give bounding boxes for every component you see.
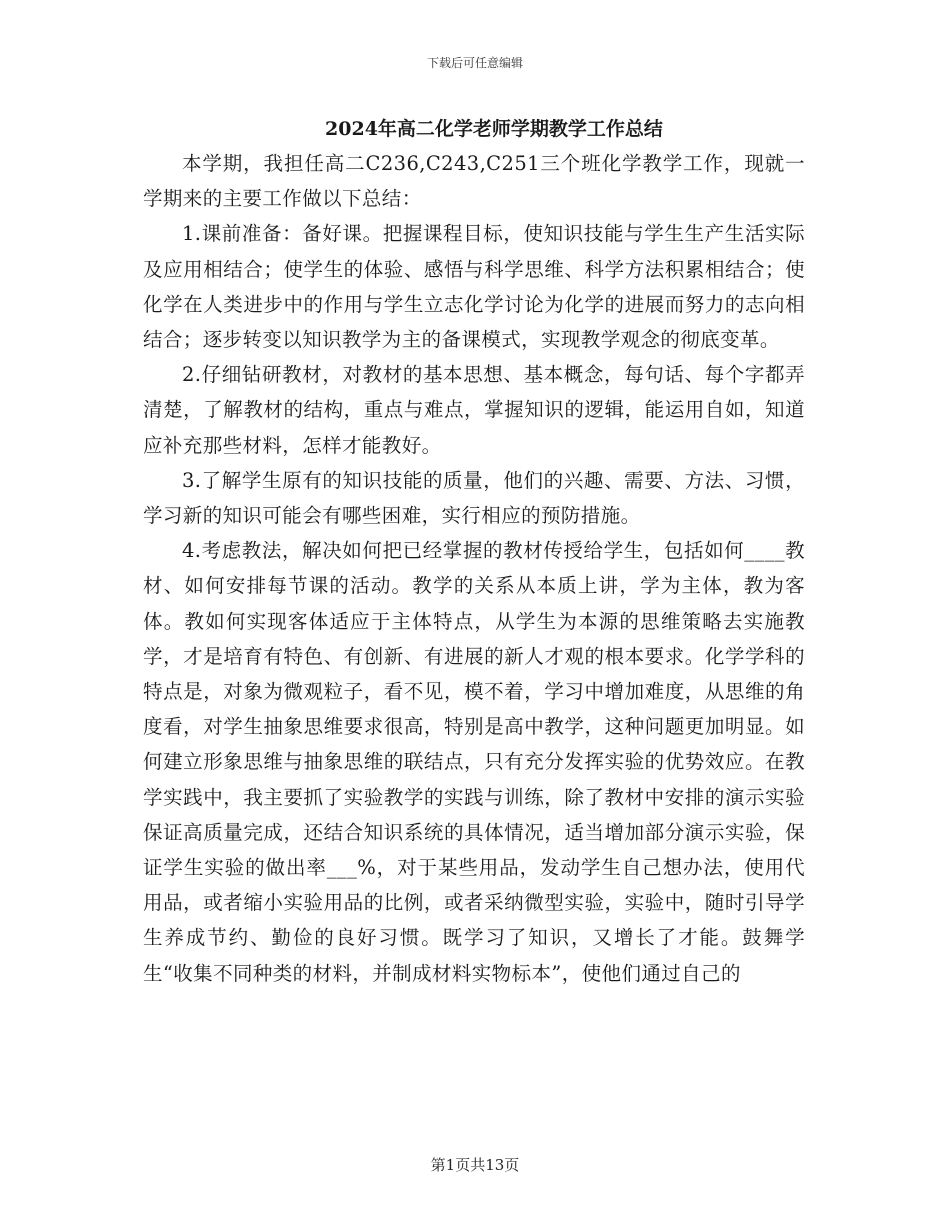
paragraph-intro: 本学期，我担任高二C236,C243,C251三个班化学教学工作，现就一学期来的主要工作做以下总结： xyxy=(143,152,805,211)
paragraph-1-lesson-prep: 1.课前准备：备好课。把握课程目标，使知识技能与学生生产生活实际及应用相结合；使学生的体验、感悟与科学思维、科学方法积累相结合；使化学在人类进步中的作用与学生立志化学讨论为化学的进展而努力的志向相结合；逐步转变以知识教学为主的备课模式，实现教学观念的彻底变革。 xyxy=(143,222,805,352)
paragraph-2-study-materials: 2.仔细钻研教材，对教材的基本思想、基本概念，每句话、每个字都弄清楚，了解教材的结构，重点与难点，掌握知识的逻辑，能运用自如，知道应补充那些材料，怎样才能教好。 xyxy=(143,363,805,457)
document-title: 2024年高二化学老师学期教学工作总结 xyxy=(325,118,663,140)
page-number: 第1页共13页 xyxy=(430,1156,520,1174)
paragraph-4-teaching-methods: 4.考虑教法，解决如何把已经掌握的教材传授给学生，包括如何____教材、如何安排每节课的活动。教学的关系从本质上讲，学为主体，教为客体。教如何实现客体适应于主体特点，从学生为本源的思维策略去实施教学，才是培育有特色、有创新、有进展的新人才观的根本要求。化学学科的特点是，对象为微观粒子，看不见，模不着，学习中增加难度，从思维的角度看，对学生抽象思维要求很高，特别是高中教学，这种问题更加明显。如何建立形象思维与抽象思维的联结点，只有充分发挥实验的优势效应。在教学实践中，我主要抓了实验教学的实践与训练，除了教材中安排的演示实验保证高质量完成，还结合知识系统的具体情况，适当增加部分演示实验，保证学生实验的做出率___%，对于某些用品，发动学生自己想办法，使用代用品，或者缩小实验用品的比例，或者采纳微型实验，实验中，随时引导学生养成节约、勤俭的良好习惯。既学习了知识，又增长了才能。鼓舞学生“收集不同种类的材料，并制成材料实物标本”，使他们通过自己的 xyxy=(143,539,805,985)
header-text: 下载后可任意编辑 xyxy=(426,56,523,70)
paragraph-3-understand-students: 3.了解学生原有的知识技能的质量，他们的兴趣、需要、方法、习惯，学习新的知识可能会有哪些困难，实行相应的预防措施。 xyxy=(143,468,805,528)
page-header xyxy=(0,54,950,71)
document-body xyxy=(143,112,805,991)
page-footer xyxy=(0,1154,950,1175)
